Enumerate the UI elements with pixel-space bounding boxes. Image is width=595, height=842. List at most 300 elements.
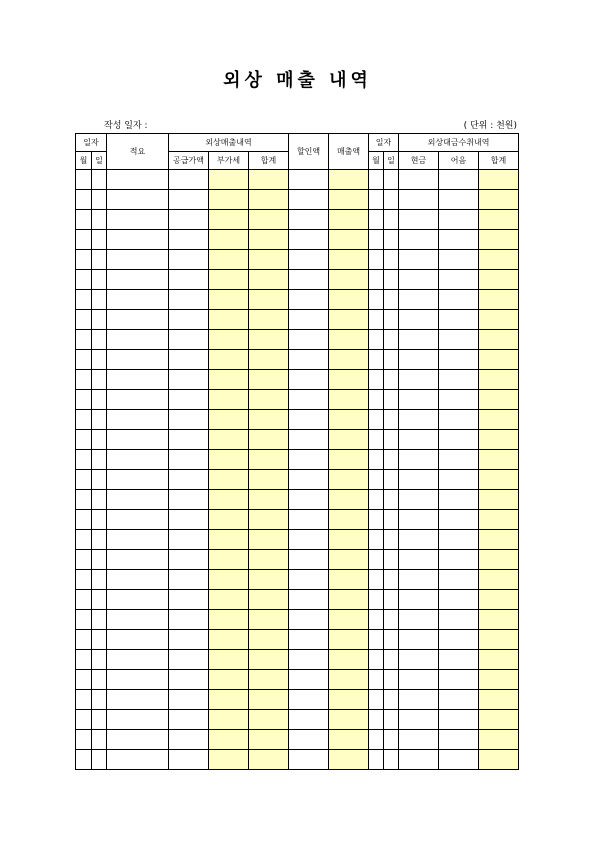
cell-supply-value[interactable]: [169, 430, 209, 450]
cell-collection-total[interactable]: [479, 670, 519, 690]
cell-day[interactable]: [92, 490, 107, 510]
cell-discount[interactable]: [289, 510, 329, 530]
cell-sales-total[interactable]: [249, 270, 289, 290]
cell-month[interactable]: [76, 190, 92, 210]
cell-month-2[interactable]: [369, 270, 384, 290]
cell-day-2[interactable]: [384, 410, 399, 430]
cell-discount[interactable]: [289, 230, 329, 250]
cell-month-2[interactable]: [369, 190, 384, 210]
cell-collection-total[interactable]: [479, 450, 519, 470]
cell-memo[interactable]: [107, 330, 169, 350]
cell-day-2[interactable]: [384, 490, 399, 510]
cell-cash[interactable]: [399, 430, 439, 450]
cell-day[interactable]: [92, 210, 107, 230]
cell-day[interactable]: [92, 530, 107, 550]
cell-day[interactable]: [92, 330, 107, 350]
cell-month-2[interactable]: [369, 390, 384, 410]
cell-sales-total[interactable]: [249, 190, 289, 210]
cell-day-2[interactable]: [384, 430, 399, 450]
cell-day[interactable]: [92, 570, 107, 590]
cell-day-2[interactable]: [384, 290, 399, 310]
cell-sales-total[interactable]: [249, 750, 289, 770]
cell-vat[interactable]: [209, 710, 249, 730]
cell-vat[interactable]: [209, 290, 249, 310]
cell-bill[interactable]: [439, 450, 479, 470]
cell-cash[interactable]: [399, 730, 439, 750]
cell-memo[interactable]: [107, 410, 169, 430]
cell-month[interactable]: [76, 290, 92, 310]
cell-memo[interactable]: [107, 430, 169, 450]
cell-bill[interactable]: [439, 670, 479, 690]
cell-supply-value[interactable]: [169, 630, 209, 650]
cell-month-2[interactable]: [369, 550, 384, 570]
cell-discount[interactable]: [289, 350, 329, 370]
cell-bill[interactable]: [439, 650, 479, 670]
cell-sales-amount[interactable]: [329, 310, 369, 330]
cell-sales-total[interactable]: [249, 710, 289, 730]
cell-day-2[interactable]: [384, 310, 399, 330]
cell-month-2[interactable]: [369, 370, 384, 390]
cell-vat[interactable]: [209, 350, 249, 370]
cell-collection-total[interactable]: [479, 210, 519, 230]
cell-supply-value[interactable]: [169, 570, 209, 590]
cell-discount[interactable]: [289, 690, 329, 710]
cell-month-2[interactable]: [369, 610, 384, 630]
cell-memo[interactable]: [107, 290, 169, 310]
cell-day-2[interactable]: [384, 170, 399, 190]
cell-cash[interactable]: [399, 270, 439, 290]
cell-memo[interactable]: [107, 690, 169, 710]
cell-supply-value[interactable]: [169, 290, 209, 310]
cell-supply-value[interactable]: [169, 310, 209, 330]
cell-memo[interactable]: [107, 670, 169, 690]
cell-cash[interactable]: [399, 630, 439, 650]
cell-bill[interactable]: [439, 290, 479, 310]
cell-cash[interactable]: [399, 690, 439, 710]
cell-month-2[interactable]: [369, 330, 384, 350]
cell-month[interactable]: [76, 450, 92, 470]
cell-day[interactable]: [92, 650, 107, 670]
cell-month[interactable]: [76, 730, 92, 750]
cell-sales-total[interactable]: [249, 230, 289, 250]
cell-collection-total[interactable]: [479, 570, 519, 590]
cell-cash[interactable]: [399, 530, 439, 550]
cell-vat[interactable]: [209, 170, 249, 190]
cell-sales-amount[interactable]: [329, 250, 369, 270]
cell-day[interactable]: [92, 590, 107, 610]
cell-day[interactable]: [92, 750, 107, 770]
cell-supply-value[interactable]: [169, 390, 209, 410]
cell-sales-amount[interactable]: [329, 290, 369, 310]
cell-sales-amount[interactable]: [329, 710, 369, 730]
cell-month-2[interactable]: [369, 570, 384, 590]
cell-day-2[interactable]: [384, 690, 399, 710]
cell-vat[interactable]: [209, 610, 249, 630]
cell-day-2[interactable]: [384, 510, 399, 530]
cell-month[interactable]: [76, 690, 92, 710]
cell-supply-value[interactable]: [169, 690, 209, 710]
cell-memo[interactable]: [107, 590, 169, 610]
cell-bill[interactable]: [439, 690, 479, 710]
cell-bill[interactable]: [439, 190, 479, 210]
cell-sales-total[interactable]: [249, 210, 289, 230]
cell-cash[interactable]: [399, 750, 439, 770]
cell-bill[interactable]: [439, 410, 479, 430]
cell-month[interactable]: [76, 230, 92, 250]
cell-supply-value[interactable]: [169, 210, 209, 230]
cell-sales-total[interactable]: [249, 430, 289, 450]
cell-discount[interactable]: [289, 250, 329, 270]
cell-sales-total[interactable]: [249, 390, 289, 410]
cell-supply-value[interactable]: [169, 190, 209, 210]
cell-vat[interactable]: [209, 670, 249, 690]
cell-bill[interactable]: [439, 350, 479, 370]
cell-bill[interactable]: [439, 550, 479, 570]
cell-sales-total[interactable]: [249, 290, 289, 310]
cell-bill[interactable]: [439, 730, 479, 750]
cell-month[interactable]: [76, 570, 92, 590]
cell-sales-amount[interactable]: [329, 750, 369, 770]
cell-day-2[interactable]: [384, 390, 399, 410]
cell-bill[interactable]: [439, 630, 479, 650]
cell-day-2[interactable]: [384, 270, 399, 290]
cell-day[interactable]: [92, 430, 107, 450]
cell-vat[interactable]: [209, 590, 249, 610]
cell-bill[interactable]: [439, 210, 479, 230]
cell-month[interactable]: [76, 390, 92, 410]
cell-month-2[interactable]: [369, 430, 384, 450]
cell-sales-total[interactable]: [249, 650, 289, 670]
cell-supply-value[interactable]: [169, 450, 209, 470]
cell-month[interactable]: [76, 630, 92, 650]
cell-memo[interactable]: [107, 190, 169, 210]
cell-discount[interactable]: [289, 210, 329, 230]
cell-sales-amount[interactable]: [329, 690, 369, 710]
cell-cash[interactable]: [399, 550, 439, 570]
cell-cash[interactable]: [399, 310, 439, 330]
cell-sales-amount[interactable]: [329, 230, 369, 250]
cell-supply-value[interactable]: [169, 590, 209, 610]
cell-sales-total[interactable]: [249, 250, 289, 270]
cell-month[interactable]: [76, 530, 92, 550]
cell-day[interactable]: [92, 290, 107, 310]
cell-sales-total[interactable]: [249, 410, 289, 430]
cell-collection-total[interactable]: [479, 410, 519, 430]
cell-sales-total[interactable]: [249, 350, 289, 370]
cell-sales-total[interactable]: [249, 570, 289, 590]
cell-cash[interactable]: [399, 390, 439, 410]
cell-collection-total[interactable]: [479, 690, 519, 710]
cell-month[interactable]: [76, 490, 92, 510]
cell-month-2[interactable]: [369, 310, 384, 330]
cell-cash[interactable]: [399, 370, 439, 390]
cell-month[interactable]: [76, 350, 92, 370]
cell-day-2[interactable]: [384, 370, 399, 390]
cell-vat[interactable]: [209, 750, 249, 770]
cell-discount[interactable]: [289, 550, 329, 570]
cell-month-2[interactable]: [369, 690, 384, 710]
cell-memo[interactable]: [107, 210, 169, 230]
cell-day[interactable]: [92, 310, 107, 330]
cell-bill[interactable]: [439, 510, 479, 530]
cell-sales-amount[interactable]: [329, 370, 369, 390]
cell-collection-total[interactable]: [479, 650, 519, 670]
cell-bill[interactable]: [439, 430, 479, 450]
cell-collection-total[interactable]: [479, 190, 519, 210]
cell-sales-amount[interactable]: [329, 170, 369, 190]
cell-month-2[interactable]: [369, 230, 384, 250]
cell-cash[interactable]: [399, 710, 439, 730]
cell-vat[interactable]: [209, 730, 249, 750]
cell-collection-total[interactable]: [479, 470, 519, 490]
cell-collection-total[interactable]: [479, 610, 519, 630]
cell-discount[interactable]: [289, 610, 329, 630]
cell-discount[interactable]: [289, 330, 329, 350]
cell-sales-amount[interactable]: [329, 610, 369, 630]
cell-vat[interactable]: [209, 530, 249, 550]
cell-discount[interactable]: [289, 170, 329, 190]
cell-month[interactable]: [76, 710, 92, 730]
cell-day[interactable]: [92, 550, 107, 570]
cell-bill[interactable]: [439, 710, 479, 730]
cell-day-2[interactable]: [384, 710, 399, 730]
cell-sales-total[interactable]: [249, 310, 289, 330]
cell-day-2[interactable]: [384, 630, 399, 650]
cell-cash[interactable]: [399, 350, 439, 370]
cell-bill[interactable]: [439, 370, 479, 390]
cell-month-2[interactable]: [369, 170, 384, 190]
cell-discount[interactable]: [289, 670, 329, 690]
cell-day-2[interactable]: [384, 650, 399, 670]
cell-month-2[interactable]: [369, 630, 384, 650]
cell-collection-total[interactable]: [479, 250, 519, 270]
cell-sales-total[interactable]: [249, 510, 289, 530]
cell-memo[interactable]: [107, 630, 169, 650]
cell-collection-total[interactable]: [479, 430, 519, 450]
cell-day[interactable]: [92, 190, 107, 210]
cell-day-2[interactable]: [384, 730, 399, 750]
cell-memo[interactable]: [107, 350, 169, 370]
cell-collection-total[interactable]: [479, 230, 519, 250]
cell-collection-total[interactable]: [479, 370, 519, 390]
cell-day[interactable]: [92, 390, 107, 410]
cell-sales-amount[interactable]: [329, 190, 369, 210]
cell-day-2[interactable]: [384, 350, 399, 370]
cell-month[interactable]: [76, 550, 92, 570]
cell-month[interactable]: [76, 610, 92, 630]
cell-bill[interactable]: [439, 390, 479, 410]
cell-bill[interactable]: [439, 310, 479, 330]
cell-vat[interactable]: [209, 370, 249, 390]
cell-bill[interactable]: [439, 530, 479, 550]
cell-collection-total[interactable]: [479, 630, 519, 650]
cell-memo[interactable]: [107, 750, 169, 770]
cell-cash[interactable]: [399, 210, 439, 230]
cell-sales-amount[interactable]: [329, 410, 369, 430]
cell-memo[interactable]: [107, 450, 169, 470]
cell-supply-value[interactable]: [169, 670, 209, 690]
cell-month-2[interactable]: [369, 250, 384, 270]
cell-month-2[interactable]: [369, 350, 384, 370]
cell-supply-value[interactable]: [169, 490, 209, 510]
cell-day-2[interactable]: [384, 670, 399, 690]
cell-day-2[interactable]: [384, 530, 399, 550]
cell-month[interactable]: [76, 750, 92, 770]
cell-memo[interactable]: [107, 650, 169, 670]
cell-day-2[interactable]: [384, 450, 399, 470]
cell-month-2[interactable]: [369, 470, 384, 490]
cell-sales-total[interactable]: [249, 470, 289, 490]
cell-sales-amount[interactable]: [329, 570, 369, 590]
cell-sales-amount[interactable]: [329, 350, 369, 370]
cell-sales-amount[interactable]: [329, 270, 369, 290]
cell-sales-amount[interactable]: [329, 390, 369, 410]
cell-day-2[interactable]: [384, 610, 399, 630]
cell-month-2[interactable]: [369, 210, 384, 230]
cell-day[interactable]: [92, 230, 107, 250]
cell-sales-total[interactable]: [249, 730, 289, 750]
cell-vat[interactable]: [209, 570, 249, 590]
cell-sales-amount[interactable]: [329, 470, 369, 490]
cell-sales-amount[interactable]: [329, 670, 369, 690]
cell-memo[interactable]: [107, 510, 169, 530]
cell-cash[interactable]: [399, 450, 439, 470]
cell-day[interactable]: [92, 270, 107, 290]
cell-vat[interactable]: [209, 490, 249, 510]
cell-sales-amount[interactable]: [329, 210, 369, 230]
cell-collection-total[interactable]: [479, 750, 519, 770]
cell-supply-value[interactable]: [169, 730, 209, 750]
cell-collection-total[interactable]: [479, 530, 519, 550]
cell-supply-value[interactable]: [169, 170, 209, 190]
cell-collection-total[interactable]: [479, 390, 519, 410]
cell-sales-amount[interactable]: [329, 510, 369, 530]
cell-sales-total[interactable]: [249, 610, 289, 630]
cell-day[interactable]: [92, 410, 107, 430]
cell-month[interactable]: [76, 210, 92, 230]
cell-day[interactable]: [92, 170, 107, 190]
cell-supply-value[interactable]: [169, 510, 209, 530]
cell-memo[interactable]: [107, 490, 169, 510]
cell-memo[interactable]: [107, 390, 169, 410]
cell-day-2[interactable]: [384, 750, 399, 770]
cell-bill[interactable]: [439, 590, 479, 610]
cell-vat[interactable]: [209, 650, 249, 670]
cell-vat[interactable]: [209, 270, 249, 290]
cell-supply-value[interactable]: [169, 610, 209, 630]
cell-day[interactable]: [92, 370, 107, 390]
cell-supply-value[interactable]: [169, 750, 209, 770]
cell-sales-total[interactable]: [249, 630, 289, 650]
cell-day[interactable]: [92, 350, 107, 370]
cell-day[interactable]: [92, 610, 107, 630]
cell-vat[interactable]: [209, 330, 249, 350]
cell-cash[interactable]: [399, 230, 439, 250]
cell-vat[interactable]: [209, 470, 249, 490]
cell-day[interactable]: [92, 730, 107, 750]
cell-memo[interactable]: [107, 470, 169, 490]
cell-cash[interactable]: [399, 490, 439, 510]
cell-month-2[interactable]: [369, 510, 384, 530]
cell-discount[interactable]: [289, 410, 329, 430]
cell-day-2[interactable]: [384, 190, 399, 210]
cell-cash[interactable]: [399, 650, 439, 670]
cell-sales-amount[interactable]: [329, 590, 369, 610]
cell-collection-total[interactable]: [479, 490, 519, 510]
cell-vat[interactable]: [209, 430, 249, 450]
cell-vat[interactable]: [209, 250, 249, 270]
cell-day[interactable]: [92, 450, 107, 470]
cell-discount[interactable]: [289, 530, 329, 550]
cell-vat[interactable]: [209, 410, 249, 430]
cell-memo[interactable]: [107, 550, 169, 570]
cell-sales-amount[interactable]: [329, 430, 369, 450]
cell-vat[interactable]: [209, 450, 249, 470]
cell-day[interactable]: [92, 250, 107, 270]
cell-cash[interactable]: [399, 470, 439, 490]
cell-sales-total[interactable]: [249, 170, 289, 190]
cell-discount[interactable]: [289, 710, 329, 730]
cell-day[interactable]: [92, 630, 107, 650]
cell-cash[interactable]: [399, 410, 439, 430]
cell-month[interactable]: [76, 670, 92, 690]
cell-collection-total[interactable]: [479, 170, 519, 190]
cell-discount[interactable]: [289, 390, 329, 410]
cell-memo[interactable]: [107, 370, 169, 390]
cell-day-2[interactable]: [384, 570, 399, 590]
cell-collection-total[interactable]: [479, 290, 519, 310]
cell-discount[interactable]: [289, 630, 329, 650]
cell-sales-amount[interactable]: [329, 650, 369, 670]
cell-day[interactable]: [92, 510, 107, 530]
cell-month[interactable]: [76, 250, 92, 270]
cell-day-2[interactable]: [384, 330, 399, 350]
cell-supply-value[interactable]: [169, 410, 209, 430]
cell-cash[interactable]: [399, 290, 439, 310]
cell-memo[interactable]: [107, 230, 169, 250]
cell-sales-total[interactable]: [249, 330, 289, 350]
cell-month-2[interactable]: [369, 590, 384, 610]
cell-discount[interactable]: [289, 450, 329, 470]
cell-month-2[interactable]: [369, 670, 384, 690]
cell-memo[interactable]: [107, 170, 169, 190]
cell-vat[interactable]: [209, 210, 249, 230]
cell-sales-amount[interactable]: [329, 730, 369, 750]
cell-day-2[interactable]: [384, 550, 399, 570]
cell-month-2[interactable]: [369, 650, 384, 670]
cell-memo[interactable]: [107, 730, 169, 750]
cell-memo[interactable]: [107, 270, 169, 290]
cell-discount[interactable]: [289, 190, 329, 210]
cell-month-2[interactable]: [369, 750, 384, 770]
cell-sales-total[interactable]: [249, 590, 289, 610]
cell-discount[interactable]: [289, 270, 329, 290]
cell-sales-amount[interactable]: [329, 490, 369, 510]
cell-memo[interactable]: [107, 610, 169, 630]
cell-supply-value[interactable]: [169, 710, 209, 730]
cell-vat[interactable]: [209, 630, 249, 650]
cell-supply-value[interactable]: [169, 270, 209, 290]
cell-cash[interactable]: [399, 670, 439, 690]
cell-month[interactable]: [76, 330, 92, 350]
cell-month-2[interactable]: [369, 410, 384, 430]
cell-day-2[interactable]: [384, 210, 399, 230]
cell-vat[interactable]: [209, 230, 249, 250]
cell-month[interactable]: [76, 430, 92, 450]
cell-memo[interactable]: [107, 570, 169, 590]
cell-bill[interactable]: [439, 610, 479, 630]
cell-sales-total[interactable]: [249, 550, 289, 570]
